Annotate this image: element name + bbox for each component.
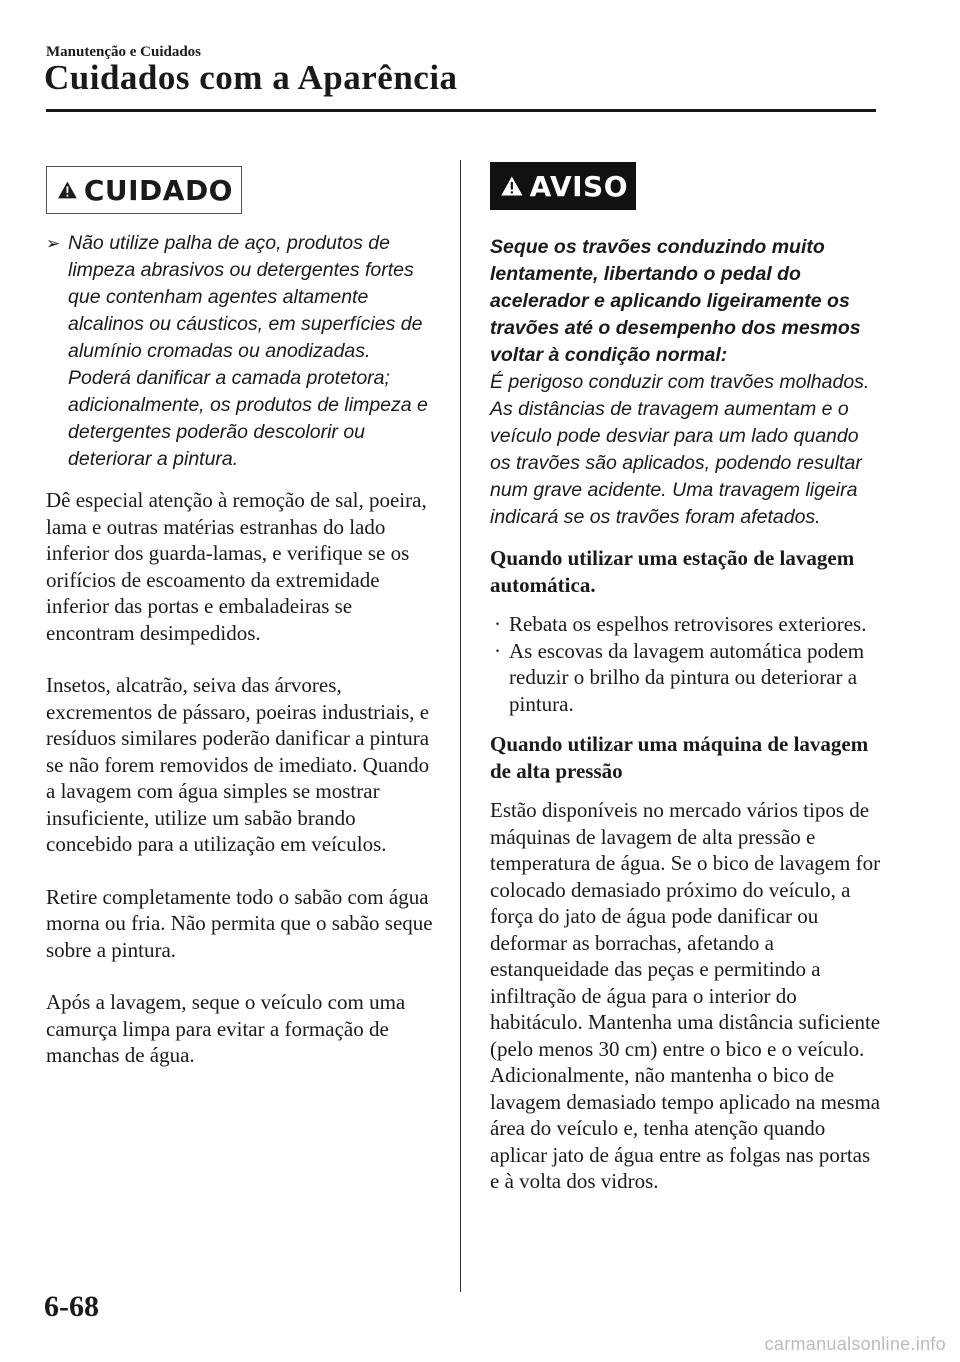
column-divider: [460, 160, 461, 1292]
paragraph-rinse: Retire completamente todo o sabão com água morna ou fria. Não permita que o sabão seque sobre a pintura.: [46, 884, 433, 962]
arrow-right-icon: ➢: [46, 234, 61, 253]
section-label: Manutenção e Cuidados: [46, 44, 202, 60]
warning-label: AVISO: [529, 169, 628, 203]
auto-wash-bullet: [490, 611, 882, 638]
bullet-dot-icon: ·: [494, 612, 501, 636]
paragraph-dry: Após a lavagem, seque o veículo com uma camurça limpa para evitar a formação de manchas de água.: [46, 990, 406, 1067]
warning-triangle-icon: [500, 169, 524, 203]
warning-bold-text: Seque os travões conduzindo muito lentamente, libertando o pedal do acelerador e aplicando ligeiramente os travões até o desempenho dos mesmos voltar à condição normal:: [490, 236, 861, 366]
paragraph-insects: Insetos, alcatrão, seiva das árvores, excrementos de pássaro, poeiras industriais, e resíduos similares poderão danificar a pintura se não forem removidos de imediato. Quando a lavagem com água simples se mostrar insuficiente, utilize um sabão brando concebido para a utilização em veículos.: [46, 673, 430, 856]
caution-text: Não utilize palha de aço, produtos de limpeza abrasivos ou detergentes fortes que contenham agentes altamente alcalinos ou cáusticos, em superfícies de alumínio cromadas ou anodizadas. Poderá danificar a camada protetora; adicionalmente, os produtos de limpeza e detergentes poderão descolorir ou deteriorar a pintura.: [68, 232, 428, 470]
warning-triangle-icon: [57, 173, 78, 207]
bullet-text: As escovas da lavagem automática podem reduzir o brilho da pintura ou deteriorar a pintura.: [509, 638, 865, 716]
auto-wash-bullet: [490, 638, 882, 718]
header-rule: [46, 109, 876, 112]
warning-badge: [490, 162, 636, 210]
warning-text: É perigoso conduzir com travões molhados. As distâncias de travagem aumentam e o veículo pode desviar para um lado quando os travões são aplicados, podendo resultar num grave acidente. Uma travagem ligeira indicará se os travões foram afetados.: [490, 371, 870, 528]
caution-item: [46, 230, 438, 473]
caution-badge: [46, 166, 242, 214]
paragraph-salt: Dê especial atenção à remoção de sal, poeira, lama e outras matérias estranhas do lado inferior dos guarda-lamas, e verifique se os orifícios de escoamento da extremidade inferior das portas e embaladeiras se encontram desimpedidos.: [46, 488, 427, 645]
page-title: Cuidados com a Aparência: [44, 58, 458, 97]
bullet-text: Rebata os espelhos retrovisores exteriores.: [509, 612, 867, 636]
bullet-dot-icon: ·: [494, 638, 501, 663]
watermark: carmanualsonline.info: [764, 1334, 946, 1354]
right-column: [490, 162, 882, 1195]
pressure-wash-heading: Quando utilizar uma máquina de lavagem de alta pressão: [490, 732, 869, 783]
pressure-wash-text: Estão disponíveis no mercado vários tipos de máquinas de lavagem de alta pressão e temperatura de água. Se o bico de lavagem for colocado demasiado próximo do veículo, a força do jato de água pode danificar ou deformar as borrachas, afetando a estanqueidade das peças e permitindo a infiltração de água para o interior do habitáculo. Mantenha uma distância suficiente (pelo menos 30 cm) entre o bico e o veículo. Adicionalmente, não mantenha o bico de lavagem demasiado tempo aplicado na mesma área do veículo e, tenha atenção quando aplicar jato de água entre as folgas nas portas e à volta dos vidros.: [490, 798, 881, 1193]
caution-label: CUIDADO: [83, 173, 233, 207]
left-column: [46, 166, 438, 1069]
page-number: 6-68: [44, 1290, 99, 1323]
auto-wash-heading: Quando utilizar uma estação de lavagem automática.: [490, 546, 855, 597]
